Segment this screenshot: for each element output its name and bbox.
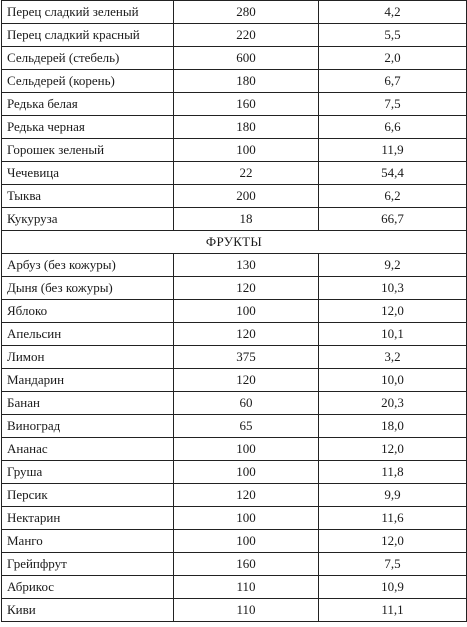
value-2-cell: 5,5 [319, 24, 467, 47]
value-1-cell: 110 [174, 599, 319, 622]
table-row [2, 392, 467, 415]
product-name-cell: Редька черная [2, 116, 174, 139]
value-1-cell: 65 [174, 415, 319, 438]
product-name-cell: Кукуруза [2, 208, 174, 231]
table-row [2, 116, 467, 139]
value-2-cell: 3,2 [319, 346, 467, 369]
value-2-cell: 9,9 [319, 484, 467, 507]
product-name-cell: Горошек зеленый [2, 139, 174, 162]
value-1-cell: 18 [174, 208, 319, 231]
value-2-cell: 7,5 [319, 93, 467, 116]
product-name-cell: Лимон [2, 346, 174, 369]
value-1-cell: 100 [174, 530, 319, 553]
product-name-cell: Дыня (без кожуры) [2, 277, 174, 300]
table-row [2, 47, 467, 70]
value-2-cell: 6,7 [319, 70, 467, 93]
value-1-cell: 200 [174, 185, 319, 208]
value-1-cell: 160 [174, 553, 319, 576]
table-row [2, 185, 467, 208]
table-row [2, 300, 467, 323]
table-row [2, 277, 467, 300]
value-2-cell: 10,3 [319, 277, 467, 300]
value-2-cell: 11,1 [319, 599, 467, 622]
value-1-cell: 120 [174, 277, 319, 300]
product-name-cell: Грейпфрут [2, 553, 174, 576]
value-1-cell: 100 [174, 461, 319, 484]
value-2-cell: 11,9 [319, 139, 467, 162]
value-1-cell: 120 [174, 484, 319, 507]
product-name-cell: Ананас [2, 438, 174, 461]
product-name-cell: Груша [2, 461, 174, 484]
table-row [2, 369, 467, 392]
table-row [2, 208, 467, 231]
value-2-cell: 10,0 [319, 369, 467, 392]
value-1-cell: 120 [174, 369, 319, 392]
table-row [2, 24, 467, 47]
product-name-cell: Нектарин [2, 507, 174, 530]
value-1-cell: 280 [174, 1, 319, 24]
table-row [2, 461, 467, 484]
value-1-cell: 220 [174, 24, 319, 47]
value-1-cell: 120 [174, 323, 319, 346]
value-1-cell: 600 [174, 47, 319, 70]
product-name-cell: Перец сладкий красный [2, 24, 174, 47]
value-1-cell: 180 [174, 116, 319, 139]
value-2-cell: 54,4 [319, 162, 467, 185]
product-name-cell: Тыква [2, 185, 174, 208]
value-2-cell: 7,5 [319, 553, 467, 576]
value-2-cell: 20,3 [319, 392, 467, 415]
value-1-cell: 22 [174, 162, 319, 185]
table-row [2, 438, 467, 461]
product-name-cell: Мандарин [2, 369, 174, 392]
table-row [2, 599, 467, 622]
value-2-cell: 6,2 [319, 185, 467, 208]
value-2-cell: 18,0 [319, 415, 467, 438]
table-row [2, 1, 467, 24]
table-row [2, 507, 467, 530]
value-1-cell: 100 [174, 507, 319, 530]
product-name-cell: Арбуз (без кожуры) [2, 254, 174, 277]
product-name-cell: Редька белая [2, 93, 174, 116]
table-row [2, 254, 467, 277]
table-row [2, 139, 467, 162]
value-1-cell: 130 [174, 254, 319, 277]
table-row [2, 70, 467, 93]
table-row [2, 415, 467, 438]
product-name-cell: Чечевица [2, 162, 174, 185]
product-name-cell: Перец сладкий зеленый [2, 1, 174, 24]
value-1-cell: 160 [174, 93, 319, 116]
value-1-cell: 375 [174, 346, 319, 369]
value-1-cell: 110 [174, 576, 319, 599]
section-row [2, 231, 467, 254]
product-name-cell: Виноград [2, 415, 174, 438]
value-1-cell: 100 [174, 300, 319, 323]
nutrition-table [1, 0, 467, 622]
value-2-cell: 12,0 [319, 530, 467, 553]
product-name-cell: Банан [2, 392, 174, 415]
value-1-cell: 100 [174, 139, 319, 162]
table-row [2, 323, 467, 346]
product-name-cell: Манго [2, 530, 174, 553]
table-body [2, 1, 467, 622]
value-2-cell: 10,9 [319, 576, 467, 599]
value-2-cell: 9,2 [319, 254, 467, 277]
product-name-cell: Персик [2, 484, 174, 507]
value-2-cell: 11,6 [319, 507, 467, 530]
table-row [2, 484, 467, 507]
value-1-cell: 100 [174, 438, 319, 461]
value-1-cell: 60 [174, 392, 319, 415]
value-2-cell: 12,0 [319, 300, 467, 323]
product-name-cell: Сельдерей (стебель) [2, 47, 174, 70]
value-2-cell: 12,0 [319, 438, 467, 461]
value-2-cell: 66,7 [319, 208, 467, 231]
product-name-cell: Киви [2, 599, 174, 622]
value-2-cell: 2,0 [319, 47, 467, 70]
value-1-cell: 180 [174, 70, 319, 93]
value-2-cell: 6,6 [319, 116, 467, 139]
product-name-cell: Яблоко [2, 300, 174, 323]
value-2-cell: 4,2 [319, 1, 467, 24]
table-row [2, 530, 467, 553]
value-2-cell: 10,1 [319, 323, 467, 346]
product-name-cell: Апельсин [2, 323, 174, 346]
table-row [2, 93, 467, 116]
table-row [2, 346, 467, 369]
table-row [2, 162, 467, 185]
product-name-cell: Сельдерей (корень) [2, 70, 174, 93]
value-2-cell: 11,8 [319, 461, 467, 484]
table-row [2, 553, 467, 576]
table-row [2, 576, 467, 599]
section-title: ФРУКТЫ [2, 231, 467, 254]
product-name-cell: Абрикос [2, 576, 174, 599]
